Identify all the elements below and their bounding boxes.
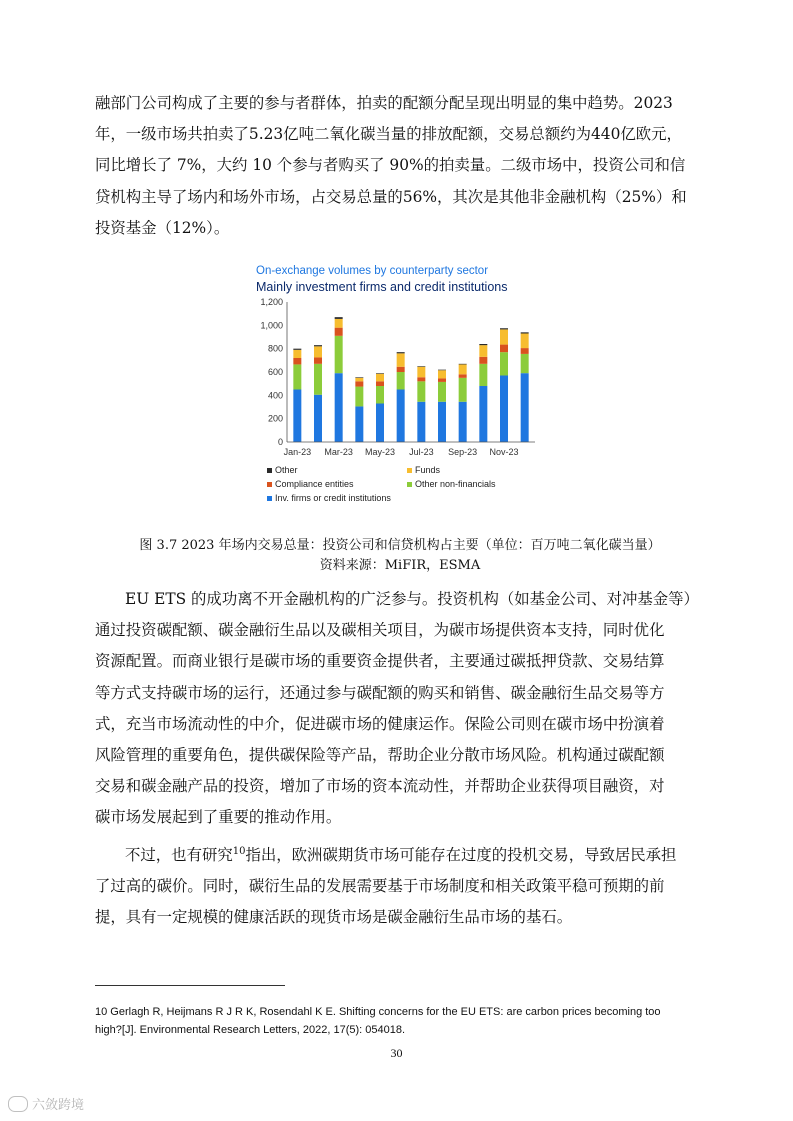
bar-segment: [335, 336, 343, 373]
bar-segment: [335, 317, 343, 319]
bar-segment: [438, 382, 446, 402]
text-line: 等方式支持碳市场的运行，还通过参与碳配额的购买和销售、碳金融衍生品交易等方: [95, 683, 665, 702]
text-line: [95, 840, 705, 871]
bar-segment: [500, 376, 508, 443]
bar-segment: [293, 364, 301, 389]
bar-segment: [376, 386, 384, 404]
y-tick-label: 400: [267, 390, 283, 401]
bar-segment: [293, 349, 301, 350]
bar-segment: [314, 395, 322, 442]
bar-segment: [397, 353, 405, 366]
footnote-ref[interactable]: 10: [232, 845, 246, 857]
bar-segment: [521, 332, 529, 333]
bar-segment: [314, 357, 322, 363]
y-tick-label: 1,200: [260, 297, 283, 307]
bar-segment: [459, 374, 467, 378]
bar-segment: [314, 364, 322, 395]
paragraph-1: [95, 88, 705, 244]
watermark-logo-icon: [8, 1096, 28, 1112]
bar-segment: [417, 381, 425, 401]
bar-segment: [376, 404, 384, 443]
text-line: 贷机构主导了场内和场外市场，占交易总量的56%，其次是其他非金融机构（25%）和: [95, 187, 687, 206]
bar-segment: [459, 402, 467, 442]
bars-group: [293, 317, 528, 442]
bar-segment: [500, 329, 508, 344]
page-number: 30: [390, 1046, 403, 1060]
bar-segment: [438, 378, 446, 382]
bar-segment: [355, 387, 363, 407]
legend-swatch: [407, 482, 412, 487]
footnote-line: 10 Gerlagh R, Heijmans R J R K, Rosendahl K E. Shifting concerns for the EU ETS: are carbon prices becoming too: [95, 1006, 661, 1018]
bar-segment: [479, 357, 487, 364]
footnote-divider: [95, 985, 285, 986]
bar-segment: [500, 345, 508, 353]
bar-segment: [521, 354, 529, 373]
y-tick-label: 800: [267, 343, 283, 354]
legend-label: Other: [275, 465, 298, 475]
legend-label: Other non-financials: [415, 479, 496, 489]
watermark: [8, 1094, 84, 1113]
bar-segment: [521, 373, 529, 442]
text-line: 交易和碳金融产品的投资，增加了市场的资本流动性，并帮助企业获得项目融资，对: [95, 777, 665, 796]
bar-segment: [397, 390, 405, 443]
paragraph-2: [95, 584, 705, 834]
bar-segment: [521, 334, 529, 349]
bar-segment: [479, 386, 487, 442]
bar-segment: [479, 364, 487, 386]
y-tick-label: 200: [267, 413, 283, 424]
bar-segment: [335, 328, 343, 336]
bar-segment: [335, 319, 343, 328]
text-run: 指出，欧洲碳期货市场可能存在过度的投机交易，导致居民承担: [245, 846, 677, 864]
bar-segment: [397, 372, 405, 390]
x-tick-label: Jan-23: [283, 447, 312, 457]
text-line: 投资基金（12%）。: [95, 218, 230, 237]
x-tick-label: Sep-23: [448, 447, 478, 457]
text-line: 通过投资碳配额、碳金融衍生品以及碳相关项目，为碳市场提供资本支持，同时优化: [95, 621, 665, 640]
bar-segment: [438, 370, 446, 378]
watermark-text: 六敛跨境: [32, 1097, 85, 1112]
bar-segment: [417, 367, 425, 378]
bar-segment: [500, 352, 508, 375]
bar-segment: [355, 381, 363, 386]
bar-segment: [355, 377, 363, 378]
bar-segment: [397, 367, 405, 372]
text-line: EU ETS 的成功离不开金融机构的广泛参与。投资机构（如基金公司、对冲基金等）: [125, 590, 699, 608]
bar-segment: [417, 377, 425, 381]
bar-segment: [314, 345, 322, 346]
bar-segment: [417, 402, 425, 442]
bar-segment: [438, 370, 446, 371]
y-tick-label: 0: [277, 437, 283, 447]
bar-segment: [417, 366, 425, 367]
text-line: 提，具有一定规模的健康活跃的现货市场是碳金融衍生品市场的基石。: [95, 908, 573, 927]
bar-segment: [355, 406, 363, 442]
y-tick-label: 1,000: [260, 320, 283, 331]
bar-segment: [459, 364, 467, 374]
text-line: 了过高的碳价。同时，碳衍生品的发展需要基于市场制度和相关政策平稳可预期的前: [95, 877, 665, 896]
legend-swatch: [267, 496, 272, 501]
figure-source: 资料来源：MiFIR，ESMA: [319, 558, 481, 573]
legend-swatch: [267, 482, 272, 487]
paragraph-3: [95, 840, 705, 934]
x-tick-label: Nov-23: [489, 447, 519, 457]
bar-segment: [376, 381, 384, 386]
text-line: 同比增长了 7%，大约 10 个参与者购买了 90%的拍卖量。二级市场中，投资公司和信: [95, 156, 686, 175]
y-tick-label: 600: [267, 367, 283, 377]
x-tick-label: May-23: [364, 447, 396, 457]
chart-figure: [253, 258, 543, 518]
bar-segment: [335, 373, 343, 442]
footnote-line: high?[J]. Environmental Research Letters, 2022, 17(5): 054018.: [95, 1024, 406, 1036]
y-axis: [260, 297, 287, 447]
bar-segment: [376, 373, 384, 374]
stacked-bar-chart: [253, 258, 543, 518]
x-tick-label: Jul-23: [409, 447, 434, 457]
legend-label: Inv. firms or credit institutions: [275, 493, 391, 503]
text-line: 融部门公司构成了主要的参与者群体，拍卖的配额分配呈现出明显的集中趋势。2023: [95, 94, 673, 112]
chart-title: On-exchange volumes by counterparty sector: [256, 265, 489, 277]
bar-segment: [355, 378, 363, 382]
bar-segment: [459, 364, 467, 365]
bar-segment: [521, 348, 529, 354]
text-line: 碳市场发展起到了重要的推动作用。: [95, 808, 342, 827]
text-line: 年，一级市场共拍卖了5.23亿吨二氧化碳当量的排放配额，交易总额约为440亿欧元，: [95, 125, 682, 144]
legend-swatch: [407, 468, 412, 473]
chart-legend: [267, 465, 496, 503]
text-run: 不过，也有研究: [125, 846, 233, 864]
footnote: [95, 1003, 705, 1039]
bar-segment: [314, 346, 322, 357]
text-line: 资源配置。而商业银行是碳市场的重要资金提供者，主要通过碳抵押贷款、交易结算: [95, 652, 665, 671]
bar-segment: [397, 352, 405, 353]
text-line: 式，充当市场流动性的中介，促进碳市场的健康运作。保险公司则在碳市场中扮演着: [95, 714, 665, 733]
bar-segment: [479, 344, 487, 345]
bar-segment: [438, 402, 446, 442]
bar-segment: [376, 374, 384, 382]
bar-segment: [293, 390, 301, 443]
x-tick-label: Mar-23: [324, 447, 353, 457]
bar-segment: [293, 358, 301, 364]
bar-segment: [293, 350, 301, 358]
bar-segment: [479, 345, 487, 357]
text-line: 风险管理的重要角色，提供碳保险等产品，帮助企业分散市场风险。机构通过碳配额: [95, 746, 665, 765]
x-axis: [284, 442, 535, 457]
legend-swatch: [267, 468, 272, 473]
figure-caption: 图 3.7 2023 年场内交易总量：投资公司和信贷机构占主要（单位：百万吨二氧化碳当量）: [139, 538, 661, 553]
chart-subtitle: Mainly investment firms and credit institutions: [256, 280, 508, 294]
legend-label: Funds: [415, 465, 441, 475]
legend-label: Compliance entities: [275, 479, 354, 489]
bar-segment: [459, 378, 467, 402]
bar-segment: [500, 328, 508, 329]
